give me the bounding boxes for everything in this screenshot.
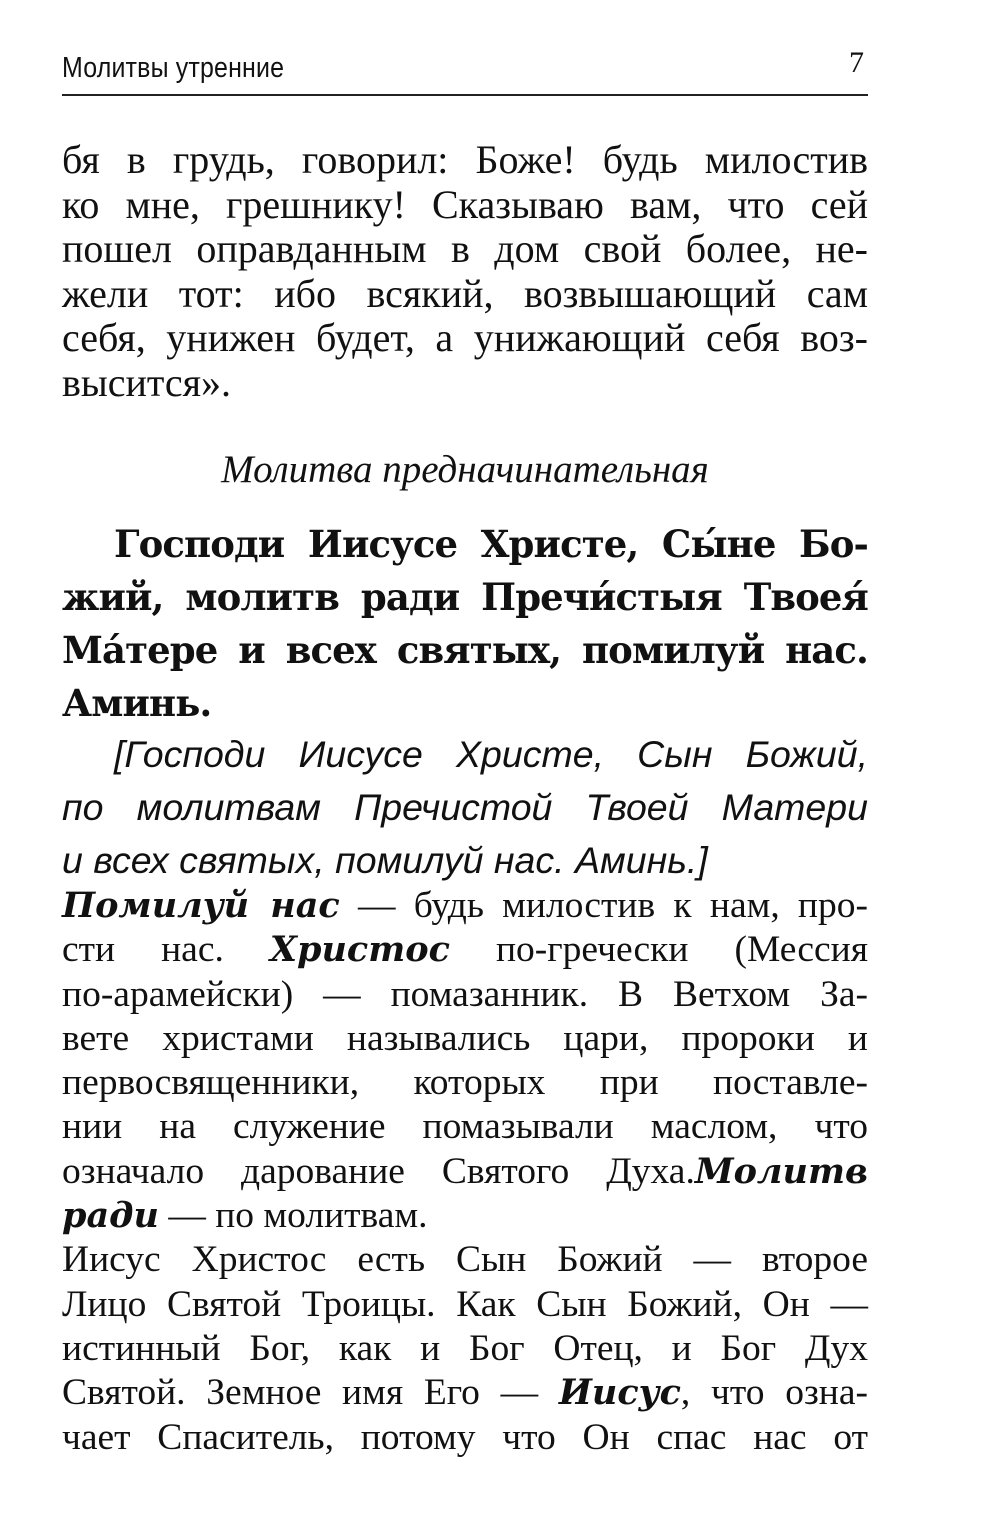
commentary-line: первосвященники, которых при поставле- <box>62 1062 868 1104</box>
commentary-line: нии на служение помазывали маслом, что <box>62 1106 868 1148</box>
commentary-line: вете христами назывались цари, пророки и <box>62 1017 868 1059</box>
commentary-line <box>62 1371 868 1415</box>
running-title: Молитвы утренние <box>62 52 285 84</box>
prayer-line: Господи Иисусе Христе, Сы́не Бо- <box>114 522 868 566</box>
line-text: по-гречески (Мессия <box>449 929 868 971</box>
term-christos: Христос <box>269 929 450 971</box>
term-radi: ради <box>62 1195 159 1237</box>
line-text: — по молитвам. <box>158 1195 428 1237</box>
commentary-line: по-арамейски) — помазанник. В Ветхом За- <box>62 973 868 1015</box>
intro-paragraph <box>62 138 868 405</box>
text-line: жели тот: ибо всякий, возвышающий сам <box>62 270 868 316</box>
commentary-line <box>62 1150 868 1194</box>
text-line: пошел оправданным в дом свой более, не- <box>62 226 868 271</box>
text-line: высится». <box>62 359 232 405</box>
prayer-line: Ма́тере и всех святых, помилуй нас. <box>62 628 868 672</box>
running-head <box>62 42 868 96</box>
commentary-line <box>62 884 868 928</box>
translation-line: [Господи Иисусе Христе, Сын Божий, <box>114 733 868 775</box>
prayer-line: жий, молитв ради Пречи́стыя Твоея́ <box>62 575 868 619</box>
commentary-line: чает Спаситель, потому что Он спас нас от <box>62 1416 868 1458</box>
page-number: 7 <box>849 46 864 79</box>
translation-line: по молитвам Пречистой Твоей Матери <box>62 786 868 828</box>
commentary-paragraph <box>62 884 868 1460</box>
prayer-text <box>62 518 868 730</box>
term-molitv: Молитв <box>694 1150 868 1192</box>
line-text: Святой. Земное имя Его — <box>62 1372 559 1414</box>
commentary-line <box>62 928 868 972</box>
term-iisus: Иисус <box>558 1372 681 1414</box>
line-text: сти нас. <box>62 929 270 971</box>
text-line: бя в грудь, говорил: Боже! будь милостив <box>62 137 868 182</box>
text-line: ко мне, грешнику! Сказываю вам, что сей <box>62 181 868 227</box>
prayer-line: Аминь. <box>62 681 212 725</box>
line-text: означало дарование Святого Духа. <box>62 1150 695 1192</box>
commentary-line: Лицо Святой Троицы. Как Сын Божий, Он — <box>62 1283 868 1325</box>
line-text: , что озна- <box>680 1372 868 1414</box>
prayer-translation <box>62 728 868 887</box>
line-text: — будь милостив к нам, про- <box>339 885 868 926</box>
commentary-line: Иисус Христос есть Сын Божий — второе <box>62 1239 868 1281</box>
section-title: Молитва предначинательная <box>221 448 709 491</box>
text-line: себя, унижен будет, а унижающий себя воз- <box>62 315 868 360</box>
term-pomiluy-nas: Помилуй нас <box>62 885 340 926</box>
translation-line: и всех святых, помилуй нас. Аминь.] <box>62 839 708 881</box>
commentary-line <box>62 1194 868 1238</box>
commentary-line: истинный Бог, как и Бог Отец, и Бог Дух <box>62 1327 868 1369</box>
